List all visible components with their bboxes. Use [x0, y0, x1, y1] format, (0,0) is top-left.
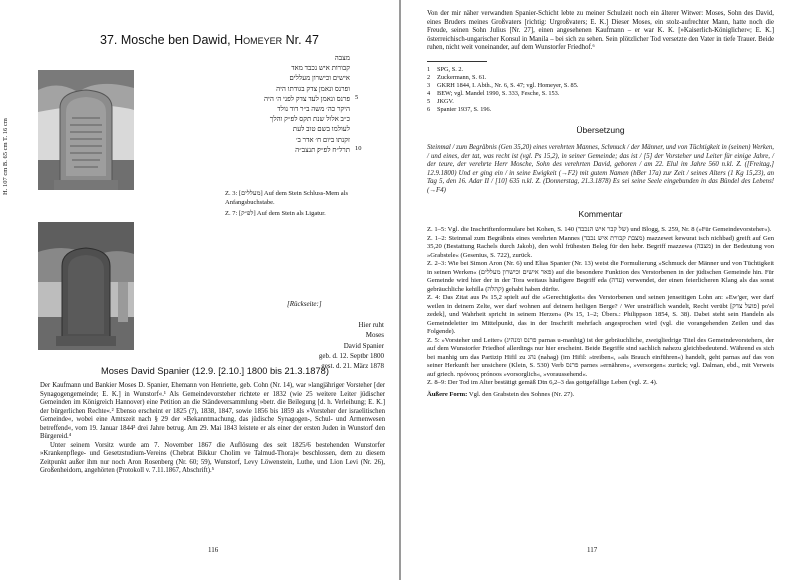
rueckseite-label: [Rückseite:] — [287, 300, 322, 308]
dimensions-label: H. 107 cm B. 65 cm T. 16 cm — [2, 118, 9, 195]
german-inscription — [319, 320, 384, 371]
footnote: 1 SPG, S. 2. — [427, 65, 464, 73]
intro-paragraph: Von der mir näher verwandten Spanier-Schicht lebte zu meiner Schulzeit noch ein älterer Witwer: Moses, Sohn des David, eines Bruders meines Großvaters [richtig: Urgroßvaters; E. K.] Dieser Moses, ein stolz-aufrechter Mann, hatte noch die Freude, seinen Sohn Julius [Nr. 27], einen angesehenen Kaufmann – er war K. K. [»Kaiserlich-Königlicher«; E. K.] österreichisch-ungarischer Konsul in Manila – bei sich zu sehen. Sein plötzlicher Tod versetzte den Vater in tiefe Trauer. Beide ruhen, nicht weit voneinander, auf dem Wunstorfer Friedhof.⁶ — [427, 10, 774, 52]
hebrew-line: ופרנס ונאמן צדק בגודתו היה — [276, 84, 350, 93]
right-page-content — [427, 10, 774, 399]
footnote: 6 Spanier 1937, S. 196. — [427, 105, 492, 113]
kommentar-heading: Kommentar — [578, 208, 623, 219]
footnote: 5 JKGV. — [427, 97, 454, 105]
footnote-separator — [427, 61, 487, 62]
left-page — [0, 0, 399, 580]
translation-text: Steinmal / zum Begräbnis (Gen 35,20) eines verehrten Mannes, Schmuck / der Männer, und von Tüchtigkeit in (seinen) Werken, / und eines, der tat, was recht ist (vgl. Ps 15,2), in seiner Gemeinde; das ist / [5] der Vorsteher und Leiter für einige Jahre, / der teure, der verehrte Herr Mosche, Sohn des verehrten David, geboren / am 22. Elul im Jahre 560 n.kl. Z. ([Freitag,] 12.9.1800) Und er ging ein / in seine Ewigkeit (→F2) mit gutem Namen (bBer 17a) zur Zeit / seines Alters (1 Kg 15,23), an Tag 5, den 16. Adar II / [10] 635 n.kl. Z. (Donnerstag, 21.3.1878) Es sei seine Seele eingebunden in das Bündel des Lebens! (→F4) — [427, 144, 774, 195]
gravestone-front-photo — [38, 70, 134, 190]
german-line: Moses — [365, 331, 384, 340]
german-line: Hier ruht — [358, 321, 384, 329]
hebrew-line: מצבה — [334, 54, 350, 62]
paragraph: Der Kaufmann und Bankier Moses D. Spanier, Ehemann von Henriette, geb. Cohn (Nr. 14), war »langjähriger Vorsteher [der Synagogengemeinde; E. K.] in Wunstorf«.¹ Als Gemeindevorsteher richtete er 1832 (wie 25 weitere Leiter jüdischer Gemeinden im Königreich Hannover) eine Petition an die Ständeversammlung »betr. die Beilegung [d. h. Verleihung; E. K.] der bürgerlichen Rechte«.² Ebenso erscheint er 1825 (?), 1838, 1847, sowie 1856 bis 1859 als »Vorsteher der israelitischen Gemeinde«, wobei eine Amtszeit nach § 29 der »Bekanntmachung, das jüdische Synagogen-, Schul- und Armenwesen betreffend«, vom 19. Januar 1844³ drei Jahre betrug. Am 29. Mai 1843 leistete er als einer der ersten Juden in Wunstorf den Bürgereid.⁴ — [40, 382, 385, 441]
commentary-item: Z. 1–5: Vgl. die Inschriftenformulare bei Kohen, S. 140 (של קבר איש הנכבד) und Blogg, S. 259, Nr. 8 (»Für Gemeindevorsteher«). — [427, 226, 772, 234]
right-page — [401, 0, 800, 580]
hebrew-line: פרנס ונאמן לעד צדק לפני ה׳ היה — [263, 94, 350, 103]
commentary-item: Z. 4: Das Zitat aus Ps 15,2 spielt auf die »Gerechtigkeit« des Verstorbenen und seinen jenseitigen Lohn an: »Ew'ger, wer darf weilen in deinem Zelte, wer darf wohnen auf deinem heiligen Berge? / Wer unsträflich wandelt, Recht verübt [פועל צדק] po'el zedek], und Wahrheit spricht in seinem Herzen« (Ps 15, 1–2; Übers.: Philippson 1854, S. 38). Dabei steht sein Handeln als Gemeindeleiter im Mittelpunkt, das in der Inschrift mehrfach angesprochen wird (vgl. die vorangehenden Zeilen und das Folgende). — [427, 294, 774, 336]
uebersetzung-heading: Übersetzung — [576, 124, 625, 135]
german-line: geb. d. 12. Septbr 1800 — [318, 351, 384, 360]
hebrew-line: תרל״ח לפ״ק׃ תנצב״ה — [295, 145, 350, 154]
hebrew-line: קבורות איש נכבד מאד — [291, 64, 350, 73]
inscription-note: Z. 3: [מעללים] Auf dem Stein Schluss-Mem als Anfangsbuchstabe. — [225, 190, 349, 206]
aussere-form: Äußere Form: Vgl. den Grabstein des Sohnes (Nr. 27). — [427, 390, 575, 398]
page-title: 37. Mosche ben Dawid, Homeyer Nr. 47 — [100, 33, 319, 47]
biography-text — [40, 382, 385, 476]
page-number: 116 — [208, 546, 219, 554]
hebrew-line: כ״ב אלול שנת תקס לפ״ק והלך — [269, 115, 350, 124]
paragraph: Unter seinem Vorsitz wurde am 7. November 1867 die Auflösung des seit 1825/6 bestehenden Wunstorfer »Krankenpflege- und Gesetzstudium-Vereins (Chebrat Bikkur Cholim ve Talmud-Thora)« beschlossen, dem zu diesem Zeitpunkt außer ihm nur noch Aron Rosenberg (Nr. 60; 59), Wunstorf, Levy Löwenstein, Luthe, und Lion Levi (Nr. 26), Großenheidorn, angehörten (Protokoll v. 7.11.1867, Abschrift).⁵ — [40, 441, 385, 475]
line-number: 5 — [355, 94, 359, 101]
german-line: David Spanier — [343, 341, 384, 350]
line-number: 10 — [355, 145, 362, 152]
commentary-item: Z. 5: »Vorsteher und Leiter« (פרנס ומנהיג parnas u-manhig) ist der gebräuchliche, zweigliedrige Titel des Gemeindevorstehers, der auf dem Wunstorfer Friedhof allerdings nur hier erscheint. Beide Begriffe sind sachlich nahezu gleichbedeutend. Während es sich bei manhig um das Partizip Hifil zu נהג (nahag) (im Hifil: »treiben«, »als Brauch einführen«) handelt, geht parnas auf das von seiner Herkunft her unsichere (Klein, S. 530) Verb פרנס parnes »ernähren«, »versorgen« zurück; vgl. Dalman, ebd., mit Verweis auf griech. πρόνοος prónoos »vorsorglich«, »voraussehend«. — [427, 336, 774, 378]
commentary-item: Z. 8–9: Der Tod im Alter bestätigt gemäß Dtn 6,2–3 das gottgefällige Leben (vgl. Z. 4). — [427, 379, 658, 387]
commentary-item: Z. 2–3: Wie bei Simon Aron (Nr. 6) und Elias Spanier (Nr. 13) weist die Formulierung »Schmuck der Männer und von Tüchtigkeit in seinen Werken« (פאר אישים וכישרון מעללים) auf die besondere Funktion des Verstorbenen in der jüdischen Gemeinde hin. Für Gemeinde wird hier der in der Tora weitaus häufigere Begriff eda (עדה) verwendet, der einen feierlicheren Klang als das sonst gebräuchliche kehilla (קהלה) gehabt haben dürfte. — [427, 260, 774, 293]
footnote: 4 BEW; vgl. Mandel 1990, S. 333, Fesche, S. 153. — [427, 89, 560, 97]
hebrew-line: לעולמו בשם טוב לעת — [292, 125, 350, 134]
footnote: 3 GKRH 1844, I. Abth., Nr. 6, S. 47; vgl. Homeyer, S. 85. — [427, 81, 579, 89]
hebrew-inscription — [180, 53, 350, 155]
inscription-note: Z. 7: [לפ״ק] Auf dem Stein als Ligatur. — [225, 210, 326, 217]
page-number: 117 — [587, 546, 598, 554]
hebrew-line: היקר כה׳ משה ב״ר דוד נולד — [277, 105, 350, 114]
commentary-item: Z. 1–2: Steinmal zum Begräbnis eines verehrten Mannes (מצבת קבורת איש נכבד) mazzewet kewurat isch nichbad) greift auf Gen 35,20 (Bestattung Rachels durch Jakob), den wohl frühesten Beleg für den hebr. Begriff mazzewa (מצבה) in der Bedeutung von »Grabstele« (Gesenius, S. 722), zurück. — [427, 234, 774, 259]
footnotes — [427, 66, 774, 114]
biography-heading: Moses David Spanier (12.9. [2.10.] 1800 bis 21.3.1878) — [101, 366, 329, 376]
gravestone-back-photo — [38, 222, 134, 350]
hebrew-line: זקנתו ביום ח׳ אדר ב׳ — [295, 135, 350, 144]
german-line: gest. d. 21. März 1878 — [321, 362, 384, 371]
footnote: 2 Zuckermann, S. 61. — [427, 73, 487, 81]
commentary — [427, 226, 774, 399]
hebrew-line: אישים וכישרון מעללים — [289, 74, 350, 83]
